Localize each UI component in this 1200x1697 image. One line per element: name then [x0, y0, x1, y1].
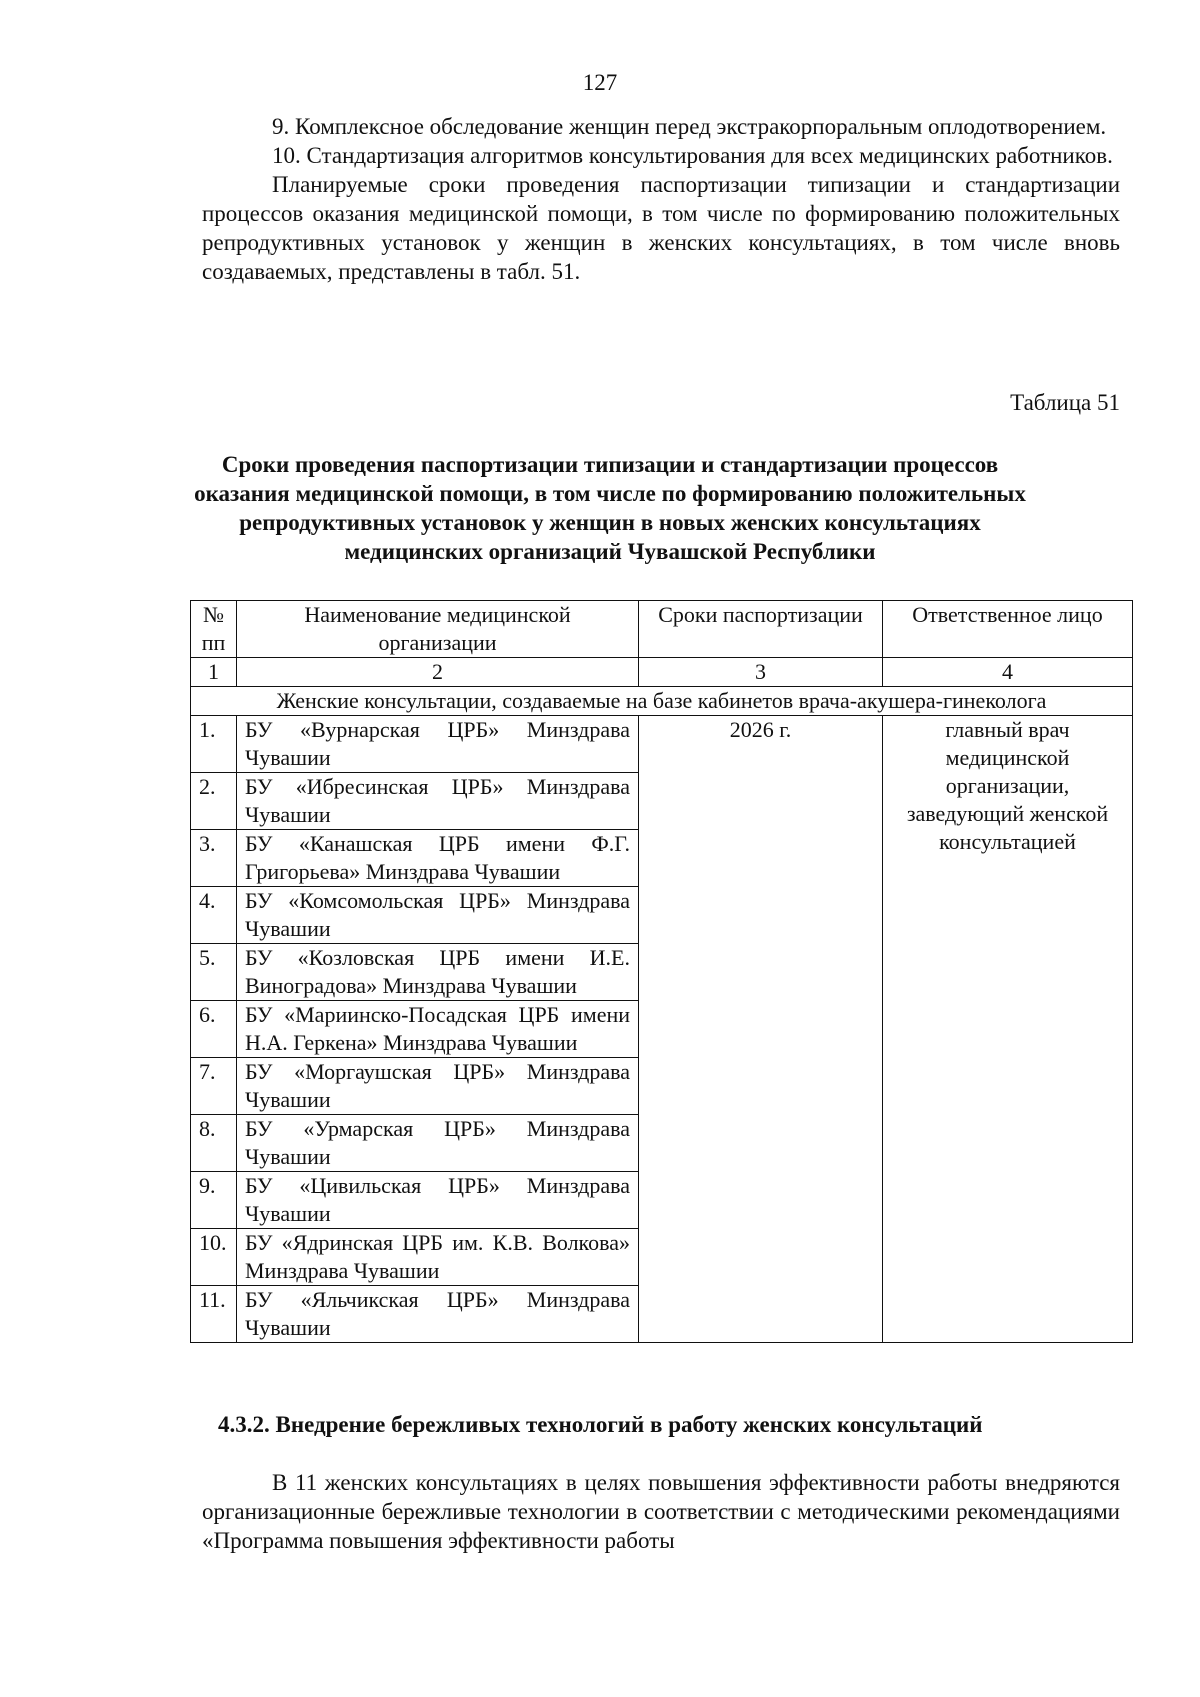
page-number: 127 — [582, 70, 618, 95]
organization-name: БУ «Ибресинская ЦРБ» Минздрава Чувашии — [237, 773, 639, 830]
section-heading: 4.3.2. Внедрение бережливых технологий в работу женских консультаций — [218, 1412, 983, 1437]
intro-text — [202, 112, 1120, 286]
table-title: Сроки проведения паспортизации типизации и стандартизации процессов оказания медицинской помощи, в том числе по формированию положительных репродуктивных установок у женщин в новых женских консультациях медицинских организаций Чувашской Республики — [194, 452, 1026, 564]
responsible-person: главный врач медицинской организации, заведующий женской консультацией — [883, 716, 1133, 1343]
section-paragraph: В 11 женских консультациях в целях повышения эффективности работы внедряются организационные бережливые технологии в соответствии с методическими рекомендациями «Программа повышения эффективности работы — [202, 1470, 1120, 1553]
row-number: 11. — [191, 1286, 237, 1343]
row-number: 8. — [191, 1115, 237, 1172]
row-number: 9. — [191, 1172, 237, 1229]
table-row — [191, 716, 1133, 773]
row-number: 5. — [191, 944, 237, 1001]
row-number: 4. — [191, 887, 237, 944]
column-numbers-row — [191, 658, 1133, 687]
organization-name: БУ «Козловская ЦРБ имени И.Е. Виноградова» Минздрава Чувашии — [237, 944, 639, 1001]
header-num: № пп — [191, 601, 237, 658]
col-number: 4 — [883, 658, 1133, 687]
organization-name: БУ «Комсомольская ЦРБ» Минздрава Чувашии — [237, 887, 639, 944]
group-label: Женские консультации, создаваемые на базе кабинетов врача-акушера-гинеколога — [191, 687, 1133, 716]
intro-paragraph-3: Планируемые сроки проведения паспортизации типизации и стандартизации процессов оказания медицинской помощи, в том числе по формированию положительных репродуктивных установок у женщин в женских консультациях, в том числе вновь создаваемых, представлены в табл. 51. — [202, 172, 1120, 284]
header-responsible: Ответственное лицо — [883, 601, 1133, 658]
row-number: 6. — [191, 1001, 237, 1058]
organization-name: БУ «Ядринская ЦРБ им. К.В. Волкова» Минздрава Чувашии — [237, 1229, 639, 1286]
organization-name: БУ «Цивильская ЦРБ» Минздрава Чувашии — [237, 1172, 639, 1229]
row-number: 1. — [191, 716, 237, 773]
organization-name: БУ «Канашская ЦРБ имени Ф.Г. Григорьева» Минздрава Чувашии — [237, 830, 639, 887]
table-caption: Таблица 51 — [1010, 390, 1120, 415]
section-text — [202, 1468, 1120, 1555]
row-number: 10. — [191, 1229, 237, 1286]
organization-name: БУ «Вурнарская ЦРБ» Минздрава Чувашии — [237, 716, 639, 773]
organization-name: БУ «Урмарская ЦРБ» Минздрава Чувашии — [237, 1115, 639, 1172]
header-org: Наименование медицинской организации — [237, 601, 639, 658]
intro-paragraph-1: 9. Комплексное обследование женщин перед экстракорпоральным оплодотворением. — [272, 114, 1107, 139]
row-number: 7. — [191, 1058, 237, 1115]
header-term: Сроки паспортизации — [639, 601, 883, 658]
col-number: 3 — [639, 658, 883, 687]
deadlines-table — [190, 600, 1133, 1343]
organization-name: БУ «Мариинско-Посадская ЦРБ имени Н.А. Геркена» Минздрава Чувашии — [237, 1001, 639, 1058]
table-header-row — [191, 601, 1133, 658]
col-number: 1 — [191, 658, 237, 687]
col-number: 2 — [237, 658, 639, 687]
organization-name: БУ «Яльчикская ЦРБ» Минздрава Чувашии — [237, 1286, 639, 1343]
intro-paragraph-2: 10. Стандартизация алгоритмов консультирования для всех медицинских работников. — [272, 143, 1113, 168]
group-row — [191, 687, 1133, 716]
row-number: 3. — [191, 830, 237, 887]
row-number: 2. — [191, 773, 237, 830]
passportization-term: 2026 г. — [639, 716, 883, 1343]
organization-name: БУ «Моргаушская ЦРБ» Минздрава Чувашии — [237, 1058, 639, 1115]
